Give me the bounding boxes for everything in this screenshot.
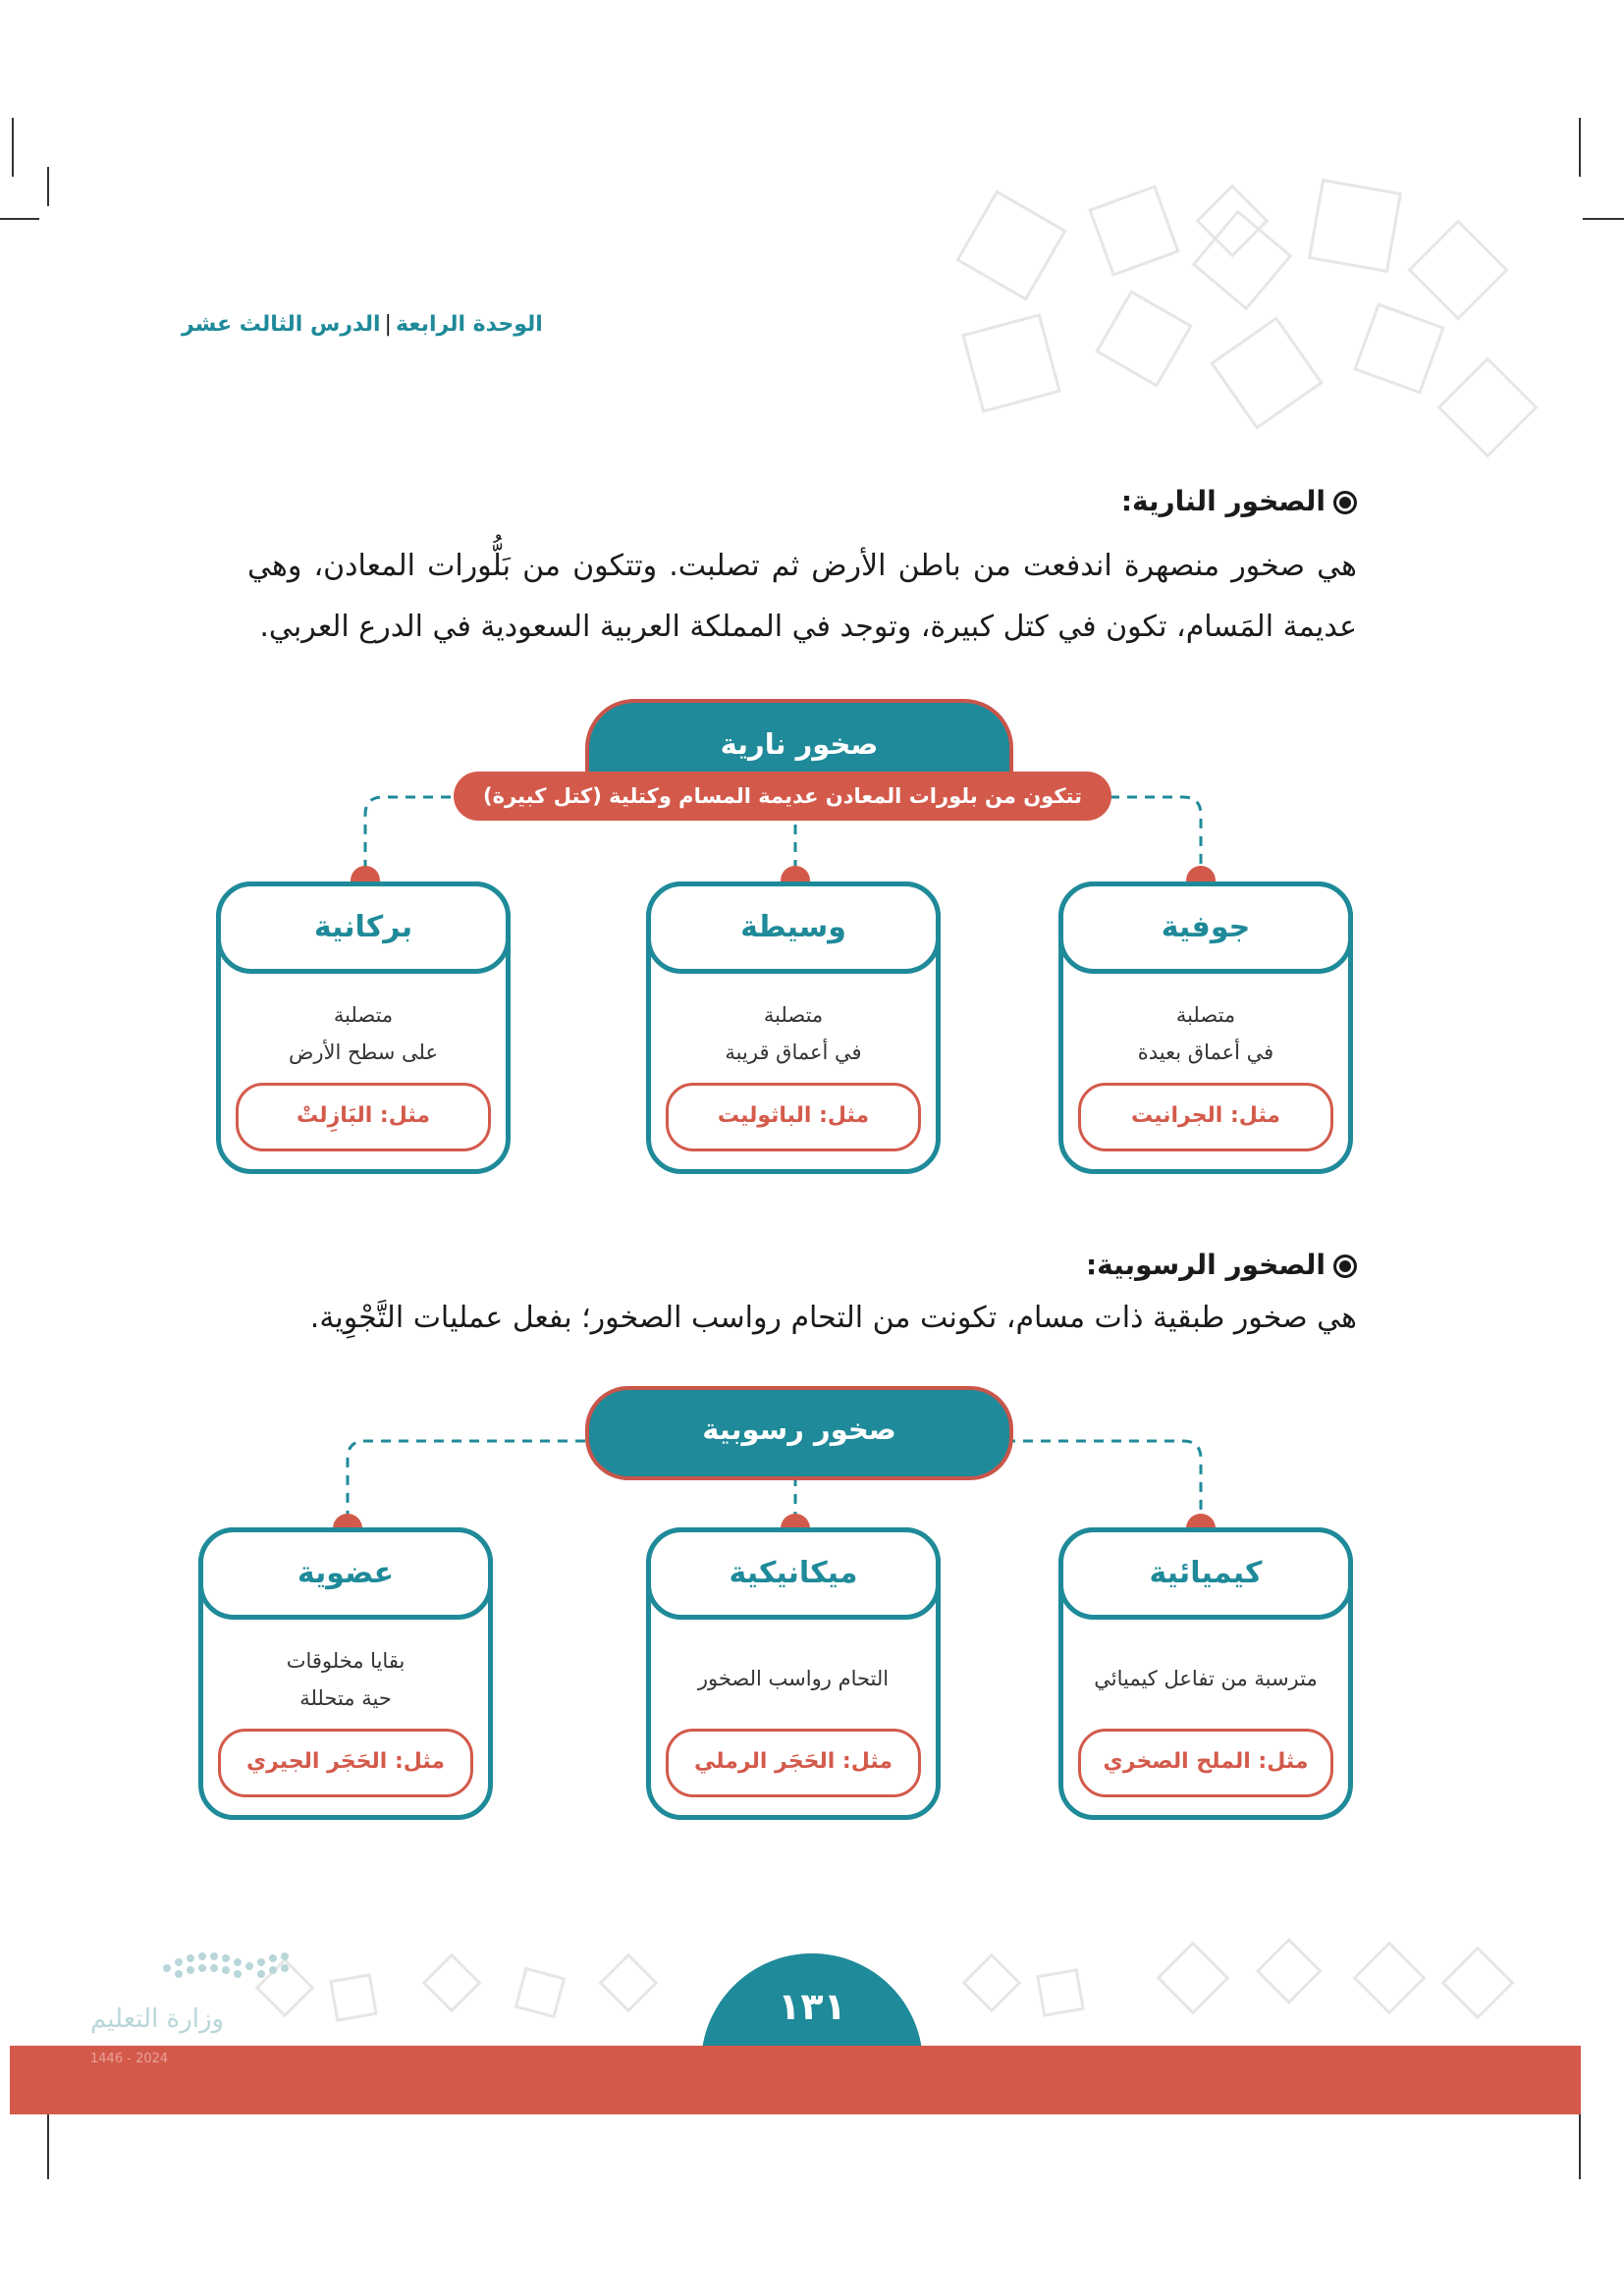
card-description: بقايا مخلوقات حية متحللة — [286, 1649, 406, 1710]
lesson-label: الدرس الثالث عشر — [182, 312, 381, 337]
card-title: عضوية — [198, 1527, 493, 1620]
card-description: متصلبة على سطح الأرض — [288, 1003, 439, 1064]
header-separator: | — [384, 312, 392, 337]
igneous-paragraph: هي صخور منصهرة اندفعت من باطن الأرض ثم تصلبت. وتتكون من بَلُّورات المعادن، وهي عديمة المَسام، تكون في كتل كبيرة، وتوجد في المملكة العربية السعودية في الدرع العربي. — [247, 549, 1357, 644]
igneous-heading: الصخور النارية: — [1121, 485, 1357, 517]
ministry-logo-icon — [147, 1939, 304, 1998]
sedimentary-card-organic — [198, 1527, 493, 1820]
card-description: مترسبة من تفاعل كيميائي — [1094, 1667, 1318, 1690]
card-title: جوفية — [1058, 881, 1353, 974]
footer-bar — [10, 2046, 1581, 2114]
igneous-main-label: صخور نارية — [585, 699, 1013, 801]
card-title: كيميائية — [1058, 1527, 1353, 1620]
card-title: ميكانيكية — [646, 1527, 941, 1620]
sedimentary-card-chemical — [1058, 1527, 1353, 1820]
card-title: وسيطة — [646, 881, 941, 974]
sedimentary-main-label: صخور رسوبية — [585, 1386, 1013, 1480]
sedimentary-card-mechanical — [646, 1527, 941, 1820]
card-example: مثل: الحَجَر الجيري — [218, 1729, 473, 1797]
ministry-logo-text: وزارة التعليم — [90, 2004, 225, 2034]
card-example: مثل: البَازِلتْ — [236, 1083, 491, 1151]
card-example: مثل: الجرانيت — [1078, 1083, 1333, 1151]
card-description: التحام رواسب الصخور — [697, 1667, 890, 1690]
card-example: مثل: الملح الصخري — [1078, 1729, 1333, 1797]
page-number: ١٣١ — [778, 1985, 846, 2028]
card-example: مثل: الباثوليت — [666, 1083, 921, 1151]
ministry-logo-sub: 2024 - 1446 — [90, 2052, 169, 2066]
card-example: مثل: الحَجَر الرملي — [666, 1729, 921, 1797]
card-description: متصلبة في أعماق بعيدة — [1137, 1003, 1274, 1064]
sedimentary-heading: الصخور الرسوبية: — [1086, 1249, 1357, 1281]
card-title: بركانية — [216, 881, 511, 974]
card-description: متصلبة في أعماق قريبة — [725, 1003, 862, 1064]
igneous-subtitle: تتكون من بلورات المعادن عديمة المسام وكتلية (كتل كبيرة) — [454, 772, 1111, 821]
unit-label: الوحدة الرابعة — [395, 312, 543, 337]
sedimentary-paragraph: هي صخور طبقية ذات مسام، تكونت من التحام رواسب الصخور؛ بفعل عمليات التَّجْوِية. — [309, 1301, 1357, 1335]
